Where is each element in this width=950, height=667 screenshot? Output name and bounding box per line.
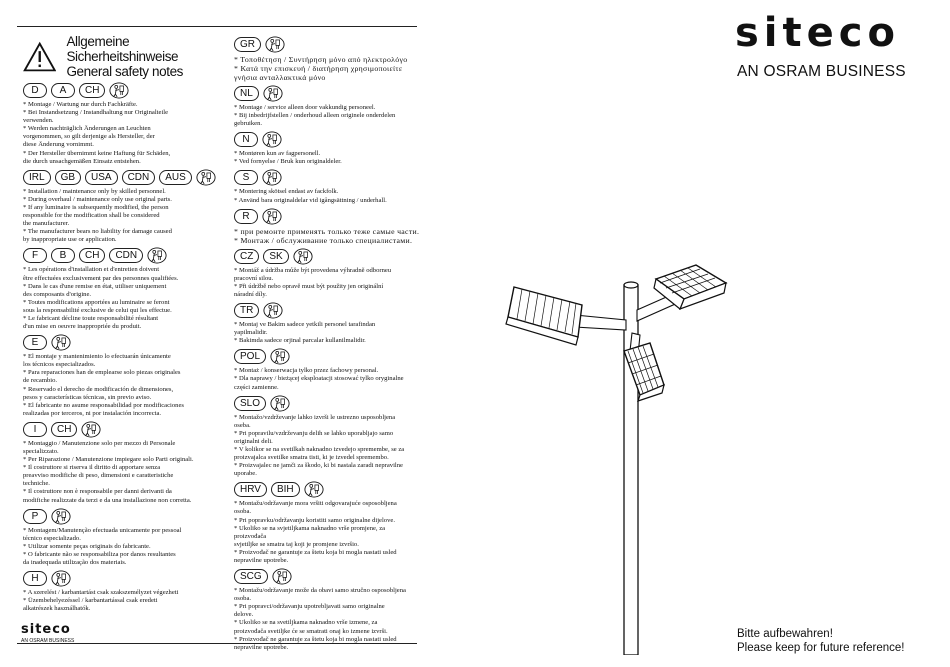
language-section [234,85,424,128]
qualified-worker-icon [51,334,71,351]
country-code-badge: N [234,132,258,147]
language-section [23,82,223,166]
instruction-line: * Üzembehelyezéssel / karbantartással csak eredeti [23,597,158,605]
top-rule [17,26,417,27]
qualified-worker-icon [51,570,71,587]
instruction-line: * Proizvođač ne garantuje za štetu koja bi mogla nastati usled [234,548,397,556]
country-code-badge: IRL [23,170,51,185]
country-code-badge: F [23,248,47,263]
instruction-list [23,589,223,613]
instruction-line: * Dla naprawy / bieżącej eksploatacji stosować tylko oryginalne [234,375,404,383]
language-section [23,421,223,505]
instruction-line: diese Änderung vornimmt. [23,141,94,149]
instruction-line: * Använd bara originaldelar vid igångsättning / underhall. [234,196,387,204]
qualified-worker-icon [262,131,282,148]
instruction-line: oseba. [234,421,251,429]
instruction-line: * El fabricante no asume responsabilidad por modificaciones [23,401,184,409]
left-sections [23,82,223,613]
qualified-worker-icon [270,348,290,365]
instruction-list [234,104,424,128]
instruction-list [234,267,424,299]
warning-triangle-icon [23,40,56,74]
language-section [234,208,424,245]
brand-tagline-small: AN OSRAM BUSINESS [21,638,75,644]
qualified-worker-icon [147,247,167,264]
instruction-line: gebruiken. [234,120,263,128]
instruction-line: técnico especializado. [23,534,81,542]
country-code-badge: P [23,509,47,524]
instruction-line: * Montaggio / Manutenzione solo per mezzo di Personale [23,439,176,447]
language-badges [234,169,424,186]
luminaire-left [506,287,582,345]
language-section [23,247,223,331]
instruction-line: * Proizvođač ne garantuje za štetu koja bi mogla nastati usled [234,635,397,643]
instruction-line: osoba. [234,595,252,603]
instruction-line: the manufacturer. [23,220,70,228]
qualified-worker-icon [263,302,283,319]
instruction-line: * Montažu/održavanje može da obavi samo stručno osposobljena [234,587,406,595]
qualified-worker-icon [51,508,71,525]
country-code-badge: S [234,170,258,185]
instruction-list [23,353,223,418]
instruction-line: responsible for the modification shall be considered [23,212,160,220]
country-code-badge: I [23,422,47,437]
instruction-line: da inadequada utilização dos materiais. [23,559,127,567]
language-section [234,348,424,391]
country-code-badge: CH [79,248,105,263]
instruction-line: uporabe. [234,470,257,478]
language-section [234,395,424,479]
language-badges [234,568,424,585]
language-badges [234,248,424,265]
instruction-line: * If any luminaire is subsequently modified, the person [23,203,169,211]
language-badges [234,131,424,148]
instruction-line: proizvajalca svetilke smatra tisti, ki je izvedel spremembo. [234,454,389,462]
instruction-line: modifiche realizzate da terzi e da una installazione non corretta. [23,496,192,504]
instruction-line: * Montage / service alleen door vakkundig personeel. [234,104,376,111]
language-badges [23,82,223,99]
instruction-line: * Para reparaciones han de emplearse solo piezas originales [23,369,181,377]
instruction-line: delove. [234,611,254,619]
country-code-badge: H [23,571,47,586]
instruction-line: * Bakimda sadece orjinal parcalar kullanilmalidir. [234,337,366,345]
language-badges [234,302,424,319]
instruction-line: yapilmalidir. [234,329,268,337]
instruction-line: * Bij inbedrijfstellen / onderhoud alleen originele onderdelen [234,112,396,120]
instruction-line: * The manufacturer bears no liability for damage caused [23,228,172,236]
country-code-badge: A [51,83,75,98]
instruction-list [23,266,223,331]
keep-note-en: Please keep for future reference! [737,642,905,654]
instruction-line: pesos y características técnicas, sin previo aviso. [23,393,152,401]
language-badges [23,247,223,264]
instruction-list [23,188,223,245]
instruction-line: * Proizvajalec ne jamči za škodo, ki bi nastala zaradi nepravilne [234,462,403,470]
brand-logo-small: siteco [21,622,71,637]
instruction-line: proizvođača [234,532,267,540]
instruction-line: * During overhaul / maintenance only use original parts. [23,195,172,203]
safety-title-en: General safety notes [66,64,184,79]
instruction-line: * Montaj ve Bakim sadece yetkili personel tarafindan [234,321,376,329]
instruction-list [234,55,424,82]
instruction-line: * Montøren kun av fagpersonell. [234,150,321,158]
instruction-line: sous la responsabilité exclusive de celui qui les effectue. [23,306,172,314]
language-badges [234,208,424,225]
instruction-line: * Il costruttore si riserva il diritto di apportare senza [23,464,161,472]
instruction-line: * Ved fornyelse / Bruk kun originaldeler. [234,158,342,166]
instruction-list [234,188,424,204]
qualified-worker-icon [109,82,129,99]
safety-header [23,34,223,79]
language-section [23,334,223,418]
language-section [234,568,424,652]
instruction-line: * El montaje y mantenimiento lo efectuarán únicamente [23,353,171,361]
instruction-list [234,587,424,652]
instruction-line: * Werden nachträglich Änderungen an Leuchten [23,125,151,133]
instruction-list [234,500,424,565]
instruction-line: * A szerelést / karbantartást csak szakszemélyzet végezheti [23,589,179,597]
country-code-badge: GR [234,37,261,52]
instruction-list [234,150,424,166]
instruction-line: * Montažu/održavanje mora vršiti odgovarajuće osposobljena [234,500,397,508]
instruction-line: * Montering skötsel endast av fackfolk. [234,188,339,196]
country-code-badge: SLO [234,396,266,411]
instruction-line: γνήσια ανταλλακτικά μόνο [234,73,326,82]
instruction-line: alkatrészek használhatók. [23,605,91,613]
instruction-line: * Montage / Wartung nur durch Fachkräfte. [23,101,138,108]
country-code-badge: AUS [159,170,192,185]
country-code-badge: NL [234,86,259,101]
country-code-badge: GB [55,170,81,185]
country-code-badge: E [23,335,47,350]
language-badges [23,421,223,438]
qualified-worker-icon [272,568,292,585]
instruction-line: * Reservado el derecho de modificación de dimensiones, [23,385,174,393]
language-badges [234,85,424,102]
country-code-badge: D [23,83,47,98]
instruction-line: d'un mise en oeuvre inappropriée du produit. [23,323,142,331]
language-badges [234,348,424,365]
qualified-worker-icon [270,395,290,412]
instruction-line: de recambio. [23,377,58,385]
country-code-badge: CDN [109,248,143,263]
country-code-badge: USA [85,170,118,185]
qualified-worker-icon [196,169,216,186]
instruction-line: * Pri popravci/održavanju upotrebljavati samo originalne [234,603,385,611]
instruction-line: * Montáž a údržba může být provedena výhradně odborneu [234,266,392,274]
instruction-line: by inappropriate use or application. [23,236,117,244]
language-section [23,508,223,567]
qualified-worker-icon [293,248,313,265]
instruction-list [234,321,424,345]
instruction-line: * Dans le cas d'une remise en état, utiliser uniquement [23,282,167,290]
instruction-line: * при ремонте применять только теже самые части. [234,226,420,236]
country-code-badge: CZ [234,249,259,264]
language-section [234,481,424,565]
country-code-badge: CH [51,422,77,437]
language-badges [234,395,424,412]
instruction-line: proizvođača svetiljke će se smatrati onaj ko izmene izvrši. [234,627,388,635]
instruction-line: * Installation / maintenance only by skilled personnel. [23,187,166,195]
safety-title-de: Allgemeine Sicherheitshinweise [66,34,179,64]
instruction-line: * Монтаж / обслуживание только специалистами. [234,235,413,245]
instruction-list [234,367,424,391]
luminaire-illustration [500,255,760,655]
instruction-line: * Montaż / konserwacja tylko przez fachowy personal. [234,367,379,375]
qualified-worker-icon [304,481,324,498]
instruction-line: * Le fabricant décline toute responsabilité résultant [23,314,159,322]
instruction-list [23,440,223,505]
instruction-line: preavviso modifiche di peso, dimensioni e caratteristiche [23,472,174,480]
country-code-badge: CDN [122,170,156,185]
qualified-worker-icon [81,421,101,438]
instruction-line: vorgenommen, so gilt derjenige als Hersteller, der [23,133,155,141]
instruction-list [234,227,424,245]
instruction-line: części zamienne. [234,383,279,391]
country-code-badge: B [51,248,75,263]
qualified-worker-icon [262,208,282,225]
instruction-line: être effectuées exclusivement par des personnes qualifiées. [23,274,179,282]
instruction-line: * Pri popravilu/vzdrževanju delih se lahko uporabljajo samo [234,429,394,437]
instruction-line: svjetiljke se smatra taj koji je promjene izvršio. [234,540,359,548]
country-code-badge: TR [234,303,259,318]
instruction-line: * O fabricante não se responsabiliza por danos resultantes [23,550,176,558]
instruction-line: nepravilne upotrebe. [234,643,289,651]
instruction-line: * Ukoliko se na svetiljkama naknadno vrše izmene, za [234,619,378,627]
language-section [23,169,223,245]
language-section [234,131,424,166]
language-badges [23,508,223,525]
country-code-badge: BIH [271,482,300,497]
brand-logo: siteco [735,10,900,56]
qualified-worker-icon [265,36,285,53]
instruction-line: * Ukoliko se na svjetiljkama naknadno vrše promjene, za [234,524,386,532]
instruction-line: * Toutes modifications apportées au luminaire se feront [23,298,170,306]
language-badges [23,169,223,186]
instruction-line: * Montagem/Manutenção efectuada unicamente por pessoal [23,526,182,534]
instruction-list [234,414,424,479]
brand-tagline: AN OSRAM BUSINESS [737,63,906,80]
middle-sections [234,36,424,652]
instruction-line: die durch unsachgemäßen Einsatz entstehen. [23,157,141,165]
country-code-badge: SK [263,249,288,264]
instruction-line: náradní díly. [234,290,267,298]
country-code-badge: POL [234,349,266,364]
qualified-worker-icon [263,85,283,102]
language-badges [234,481,424,498]
middle-column [234,33,424,654]
language-section [23,570,223,613]
country-code-badge: CH [79,83,105,98]
instruction-line: * Pri popravku/održavanju koristiti samo originalne dijelove. [234,516,395,524]
language-badges [23,570,223,587]
country-code-badge: SCG [234,569,268,584]
keep-note-de: Bitte aufbewahren! [737,628,833,640]
instruction-line: techniche. [23,480,50,488]
language-section [234,36,424,82]
instruction-list [23,527,223,567]
instruction-line: * Utilizar somente peças originais do fabricante. [23,542,151,550]
instruction-line: * Κατά την επισκευή / διατήρηση χρησιμοποιείτε [234,64,403,73]
instruction-line: los técnicos especializados. [23,361,96,369]
instruction-line: * Montažo/vzdrževanje lahko izvrši le ustrezno usposobljena [234,413,396,421]
instruction-line: * Les opérations d'installation et d'entretien doivent [23,266,160,274]
instruction-list [23,101,223,166]
instruction-line: * Při údržbě nebo opravě must být použity jen originální [234,282,384,290]
instruction-line: osoba. [234,508,252,516]
instruction-line: specializzato. [23,448,59,455]
instruction-line: originalni deli. [234,437,273,445]
instruction-line: * V kolikor se na svetilkah naknadno izvedejo spremembe, se za [234,445,405,453]
instruction-line: des composants d'origine. [23,290,92,298]
country-code-badge: HRV [234,482,267,497]
instruction-line: * Bei Instandsetzung / Instandhaltung nur Originalteile [23,109,169,117]
language-badges [234,36,424,53]
instruction-line: pracovní silou. [234,274,274,282]
language-section [234,302,424,345]
country-code-badge: R [234,209,258,224]
instruction-line: * Der Hersteller übernimmt keine Haftung für Schäden, [23,149,171,157]
language-section [234,248,424,299]
left-column [23,34,223,615]
language-badges [23,334,223,351]
language-section [234,169,424,204]
instruction-line: * Τοποθέτηση / Συντήρηση μόνο από ηλεκτρολόγο [234,55,408,64]
qualified-worker-icon [262,169,282,186]
instruction-line: realizadas por terceros, ni por instalación incorrecta. [23,409,162,417]
instruction-line: * Il costruttore non è responsabile per danni derivanti da [23,488,172,496]
instruction-line: * Per Riparazione / Manutenzione impiegare solo Parti originali. [23,456,194,464]
instruction-line: verwenden. [23,117,54,125]
instruction-line: nepravilne upotrebe. [234,557,289,564]
